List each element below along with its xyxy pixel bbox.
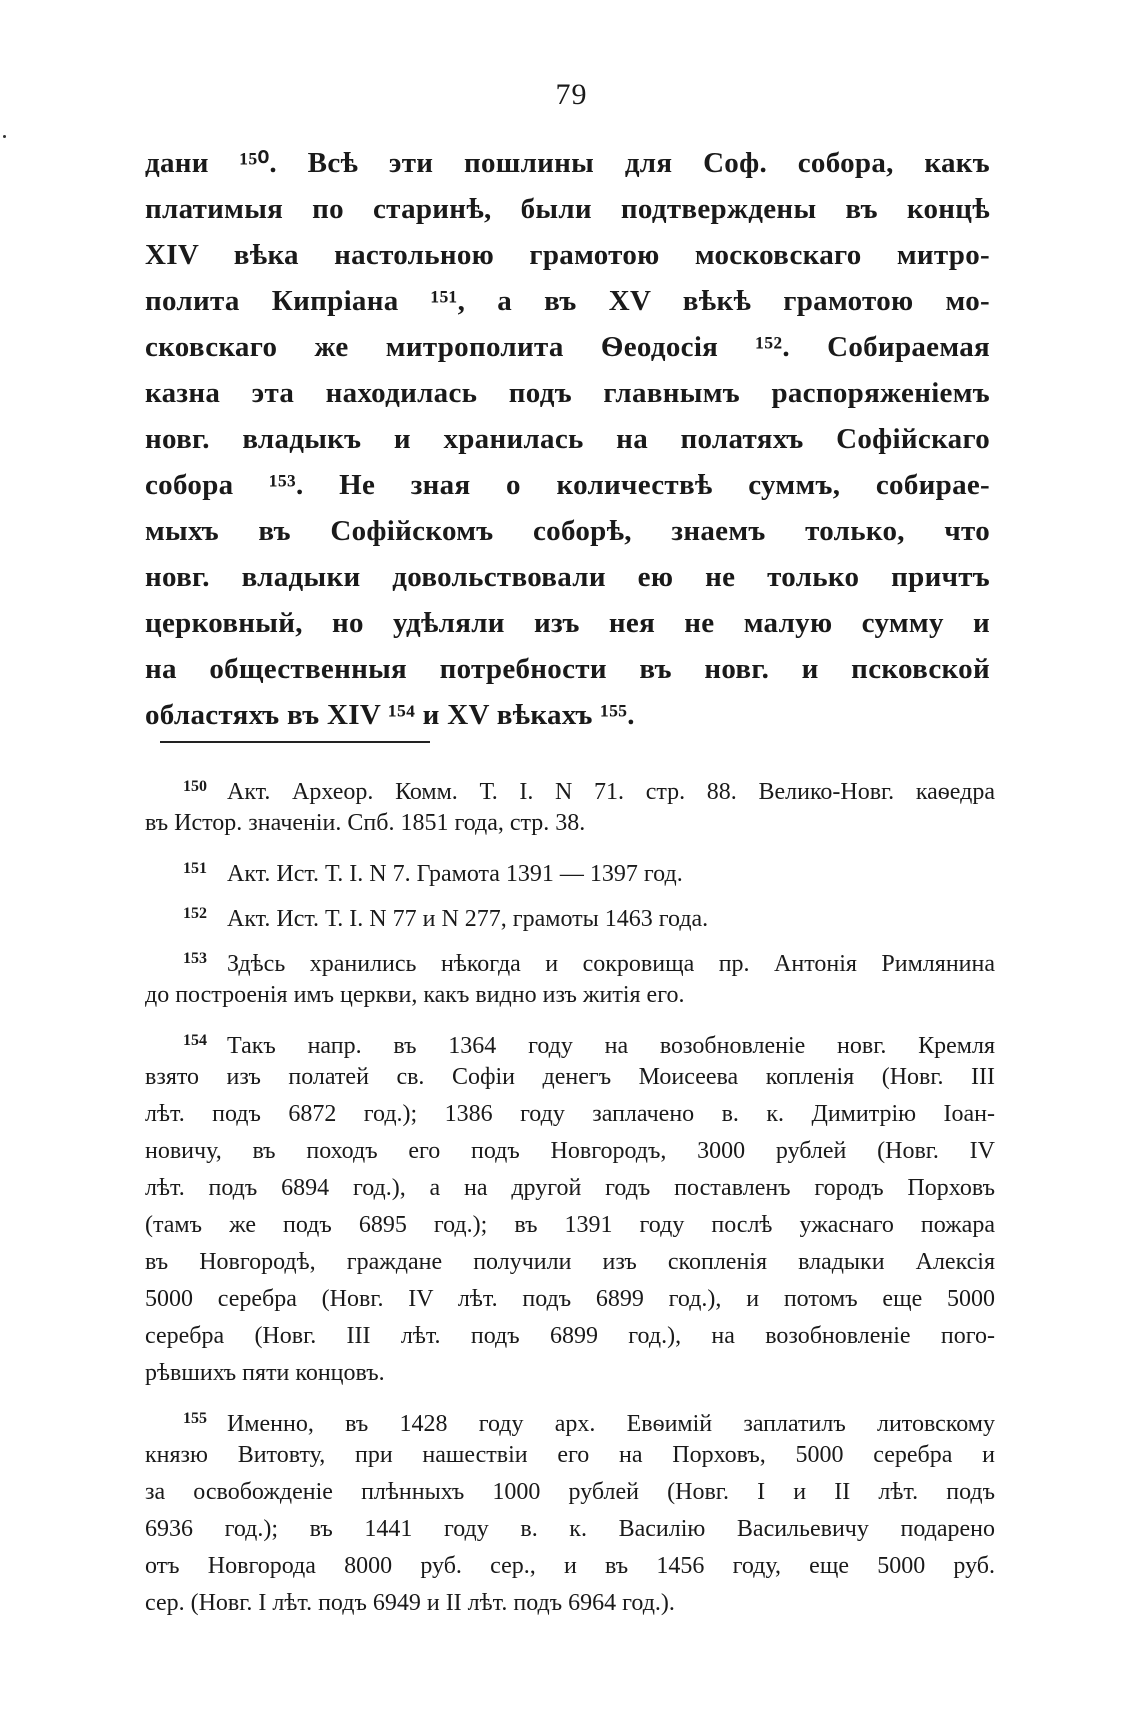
- footnote-line: рѣвшихъ пяти концовъ.: [145, 1360, 385, 1386]
- footnote-155: [145, 1400, 995, 1622]
- footnote-number: 150: [183, 778, 207, 795]
- footnote-152: [145, 895, 995, 932]
- page-number: 79: [555, 78, 588, 111]
- footnote-line: отъ Новгорода 8000 руб. сер., и въ 1456 году, еще 5000 руб.: [145, 1553, 995, 1579]
- main-text-line: мыхъ въ Софійскомъ соборѣ, знаемъ только, что: [145, 515, 990, 547]
- footnote-line: [145, 1022, 995, 1059]
- footnote-line: лѣт. подъ 6872 год.); 1386 году заплачено в. к. Димитрію Іоан-: [145, 1101, 995, 1127]
- footnote-line: [145, 895, 995, 932]
- footnote-line: [145, 768, 995, 805]
- footnote-number: 155: [183, 1410, 207, 1427]
- footnote-text: Акт. Ист. Т. I. N 77 и N 277, грамоты 1463 года.: [227, 906, 709, 932]
- main-text-block: [145, 140, 990, 738]
- footnote-151: [145, 850, 995, 887]
- footnotes-section: [145, 768, 995, 1630]
- footnote-text: Акт. Ист. Т. I. N 7. Грамота 1391 — 1397 год.: [227, 861, 683, 887]
- main-text-line: платимыя по старинѣ, были подтверждены въ концѣ: [145, 193, 990, 225]
- footnote-number: 154: [183, 1032, 207, 1049]
- main-text-line: на общественныя потребности въ новг. и псковской: [145, 653, 990, 685]
- footnote-text: Такъ напр. въ 1364 году на возобновленіе новг. Кремля: [227, 1033, 995, 1059]
- footnote-line: въ Истор. значеніи. Спб. 1851 года, стр. 38.: [145, 810, 586, 836]
- footnote-number: 151: [183, 860, 207, 877]
- footnote-line: 5000 серебра (Новг. IV лѣт. подъ 6899 год.), и потомъ еще 5000: [145, 1286, 995, 1312]
- footnote-154: [145, 1022, 995, 1392]
- main-text-line: дани ¹⁵⁰. Всѣ эти пошлины для Соф. собора, какъ: [145, 147, 990, 179]
- footnote-number: 153: [183, 950, 207, 967]
- footnote-line: лѣт. подъ 6894 год.), а на другой годъ поставленъ городъ Порховъ: [145, 1175, 995, 1201]
- main-text-line: церковный, но удѣляли изъ нея не малую сумму и: [145, 607, 990, 639]
- main-text-line: сковскаго же митрополита Ѳеодосія ¹⁵². Собираемая: [145, 331, 990, 363]
- footnote-number: 152: [183, 905, 207, 922]
- main-text-line: полита Кипріана ¹⁵¹, а въ XV вѣкѣ грамотою мо-: [145, 285, 990, 317]
- main-text-line: новг. владыки довольствовали ею не только причтъ: [145, 561, 990, 593]
- main-text-line: областяхъ въ XIV ¹⁵⁴ и XV вѣкахъ ¹⁵⁵.: [145, 699, 635, 731]
- footnote-line: князю Витовту, при нашествіи его на Порховъ, 5000 серебра и: [145, 1442, 995, 1468]
- footnote-line: за освобожденіе плѣнныхъ 1000 рублей (Новг. I и II лѣт. подъ: [145, 1479, 995, 1505]
- footnote-line: въ Новгородѣ, граждане получили изъ скопленія владыки Алексія: [145, 1249, 995, 1275]
- footnote-line: серебра (Новг. III лѣт. подъ 6899 год.), на возобновленіе пого-: [145, 1323, 995, 1349]
- footnote-text: Здѣсь хранились нѣкогда и сокровища пр. Антонія Римлянина: [227, 951, 995, 977]
- footnote-150: [145, 768, 995, 842]
- footnote-line: сер. (Новг. I лѣт. подъ 6949 и II лѣт. подъ 6964 год.).: [145, 1590, 675, 1616]
- footnote-text: Акт. Археор. Комм. Т. I. N 71. стр. 88. Велико-Новг. каѳедра: [227, 779, 995, 805]
- footnote-line: (тамъ же подъ 6895 год.); въ 1391 году послѣ ужаснаго пожара: [145, 1212, 995, 1238]
- footnote-divider: [160, 741, 430, 743]
- footnote-line: до построенія имъ церкви, какъ видно изъ житія его.: [145, 982, 685, 1008]
- footnote-line: новичу, въ походъ его подъ Новгородъ, 3000 рублей (Новг. IV: [145, 1138, 995, 1164]
- main-text-line: новг. владыкъ и хранилась на полатяхъ Софійскаго: [145, 423, 990, 455]
- main-text-line: собора ¹⁵³. Не зная о количествѣ суммъ, собирае-: [145, 469, 990, 501]
- footnote-line: [145, 940, 995, 977]
- margin-speck: [3, 135, 6, 138]
- footnote-text: Именно, въ 1428 году арх. Евѳимій заплатилъ литовскому: [227, 1411, 995, 1437]
- main-text-line: казна эта находилась подъ главнымъ распоряженіемъ: [145, 377, 990, 409]
- footnote-line: [145, 1400, 995, 1437]
- footnote-line: [145, 850, 995, 887]
- main-text-line: XIV вѣка настольною грамотою московскаго митро-: [145, 239, 990, 271]
- footnote-line: взято изъ полатей св. Софіи денегъ Моисеева копленія (Новг. III: [145, 1064, 995, 1090]
- footnote-line: 6936 год.); въ 1441 году в. к. Василію Васильевичу подарено: [145, 1516, 995, 1542]
- footnote-153: [145, 940, 995, 1014]
